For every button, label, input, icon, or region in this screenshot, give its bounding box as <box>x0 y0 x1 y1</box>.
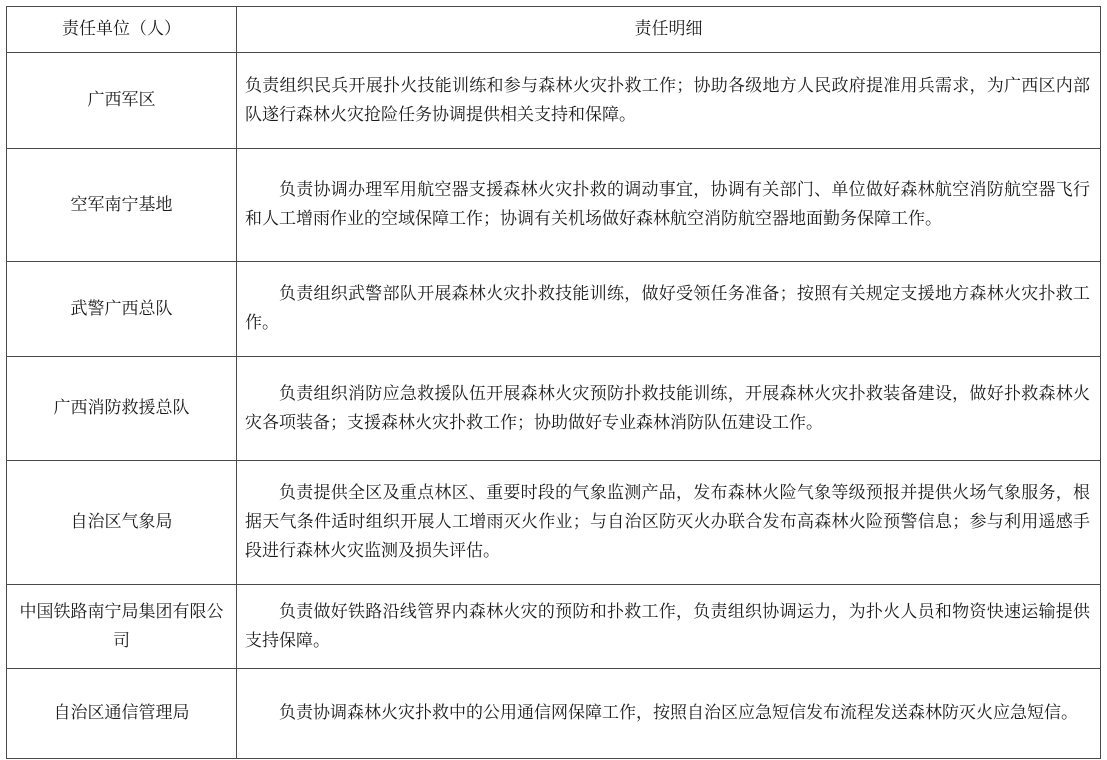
unit-cell: 广西军区 <box>7 53 237 149</box>
responsibility-table <box>6 6 1101 759</box>
detail-cell: 负责组织民兵开展扑火技能训练和参与森林火灾扑救工作；协助各级地方人民政府提准用兵需求，为广西区内部队遂行森林火灾抢险任务协调提供相关支持和保障。 <box>237 53 1101 149</box>
detail-cell: 负责协调办理军用航空器支援森林火灾扑救的调动事宜，协调有关部门、单位做好森林航空消防航空器飞行和人工增雨作业的空域保障工作；协调有关机场做好森林航空消防航空器地面勤务保障工作。 <box>237 149 1101 262</box>
table-header-row <box>7 7 1101 53</box>
detail-cell: 负责做好铁路沿线管界内森林火灾的预防和扑救工作，负责组织协调运力，为扑火人员和物资快速运输提供支持保障。 <box>237 585 1101 669</box>
table-row <box>7 149 1101 262</box>
unit-cell: 空军南宁基地 <box>7 149 237 262</box>
header-detail: 责任明细 <box>237 7 1101 53</box>
unit-cell: 广西消防救援总队 <box>7 357 237 461</box>
detail-cell: 负责组织消防应急救援队伍开展森林火灾预防扑救技能训练，开展森林火灾扑救装备建设，做好扑救森林火灾各项装备；支援森林火灾扑救工作；协助做好专业森林消防队伍建设工作。 <box>237 357 1101 461</box>
detail-cell: 负责提供全区及重点林区、重要时段的气象监测产品，发布森林火险气象等级预报并提供火场气象服务，根据天气条件适时组织开展人工增雨灭火作业；与自治区防灭火办联合发布高森林火险预警信息；参与利用遥感手段进行森林火灾监测及损失评估。 <box>237 461 1101 585</box>
table-row <box>7 53 1101 149</box>
unit-cell: 自治区气象局 <box>7 461 237 585</box>
table-row <box>7 357 1101 461</box>
unit-cell: 中国铁路南宁局集团有限公司 <box>7 585 237 669</box>
table-row <box>7 669 1101 759</box>
detail-cell: 负责协调森林火灾扑救中的公用通信网保障工作，按照自治区应急短信发布流程发送森林防灭火应急短信。 <box>237 669 1101 759</box>
unit-cell: 武警广西总队 <box>7 262 237 357</box>
header-unit: 责任单位（人） <box>7 7 237 53</box>
table-row <box>7 585 1101 669</box>
unit-cell: 自治区通信管理局 <box>7 669 237 759</box>
table-row <box>7 262 1101 357</box>
table-row <box>7 461 1101 585</box>
detail-cell: 负责组织武警部队开展森林火灾扑救技能训练，做好受领任务准备；按照有关规定支援地方森林火灾扑救工作。 <box>237 262 1101 357</box>
